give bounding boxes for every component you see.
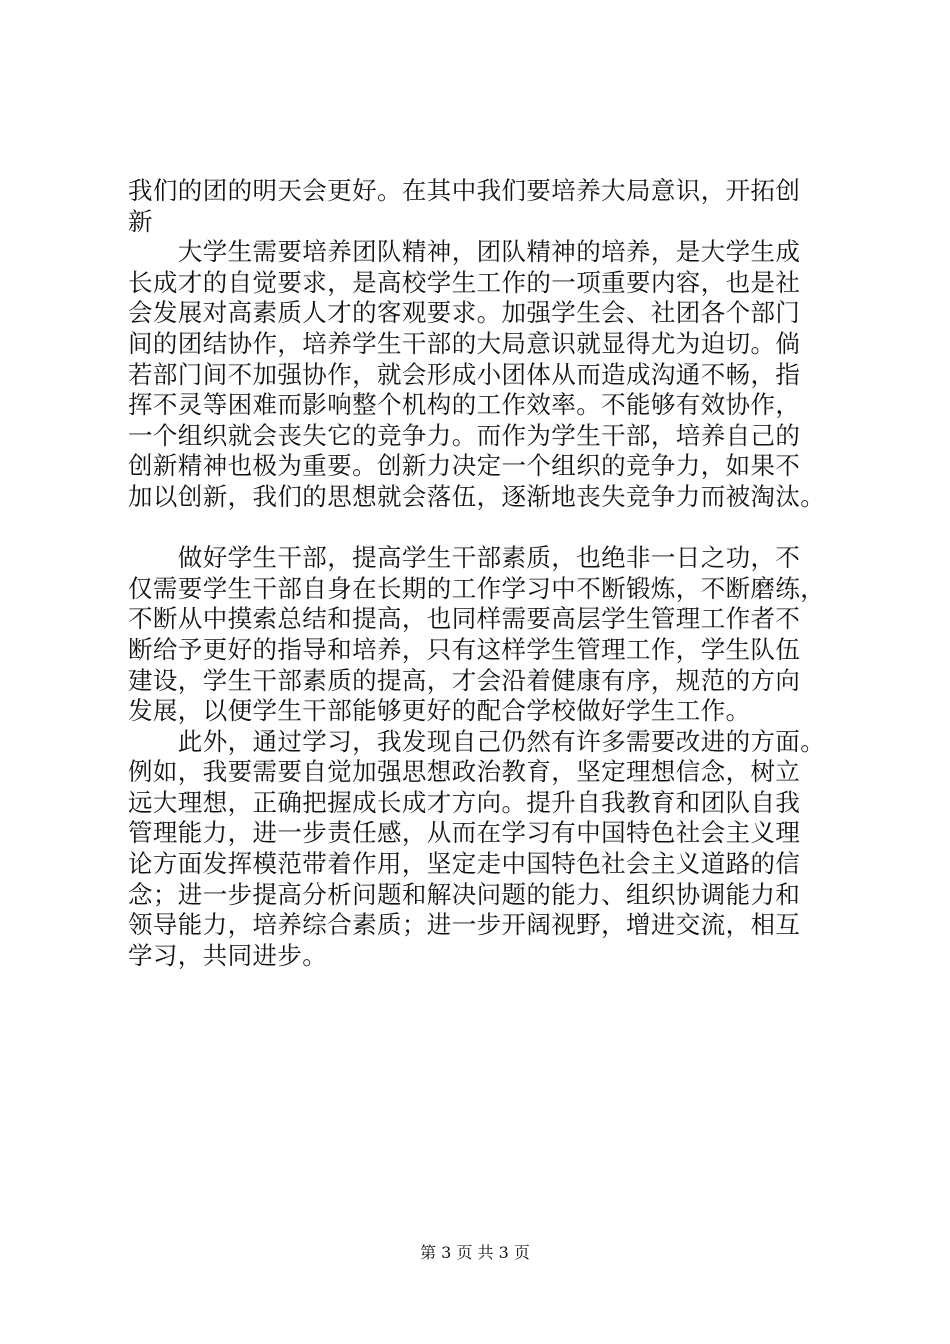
text-line: 远大理想，正确把握成长成才方向。提升自我教育和团队自我: [128, 787, 801, 817]
page-number-footer: 第 3 页 共 3 页: [420, 1243, 530, 1262]
text-line: 一个组织就会丧失它的竞争力。而作为学生干部，培养自己的: [128, 420, 801, 450]
text-line: 不断从中摸索总结和提高，也同样需要高层学生管理工作者不: [128, 604, 801, 634]
text-line: 长成才的自觉要求，是高校学生工作的一项重要内容，也是社: [128, 267, 801, 297]
text-line: 创新精神也极为重要。创新力决定一个组织的竞争力，如果不: [128, 451, 801, 481]
text-line: 发展，以便学生干部能够更好的配合学校做好学生工作。: [128, 696, 751, 726]
text-line: 仅需要学生干部自身在长期的工作学习中不断锻炼，不断磨练，: [128, 573, 826, 603]
text-line: 学习，共同进步。: [128, 940, 328, 970]
text-line: 会发展对高素质人才的客观要求。加强学生会、社团各个部门: [128, 298, 801, 328]
text-line: 我们的团的明天会更好。在其中我们要培养大局意识，开拓创: [128, 176, 801, 205]
text-line: 大学生需要培养团队精神，团队精神的培养，是大学生成: [128, 237, 801, 267]
text-line: 论方面发挥模范带着作用，坚定走中国特色社会主义道路的信: [128, 849, 801, 879]
text-line: 断给予更好的指导和培养，只有这样学生管理工作，学生队伍: [128, 634, 801, 664]
text-line: 例如，我要需要自觉加强思想政治教育，坚定理想信念，树立: [128, 757, 801, 787]
text-line: 做好学生干部，提高学生干部素质，也绝非一日之功，不: [128, 543, 801, 573]
text-line: 此外，通过学习，我发现自己仍然有许多需要改进的方面。: [128, 726, 826, 756]
text-line: 间的团结协作，培养学生干部的大局意识就显得尤为迫切。倘: [128, 328, 801, 358]
document-body: [128, 176, 834, 971]
text-line: 管理能力，进一步责任感，从而在学习有中国特色社会主义理: [128, 818, 801, 848]
paragraph-gap: [128, 513, 834, 544]
text-line: 若部门间不加强协作，就会形成小团体从而造成沟通不畅，指: [128, 359, 801, 389]
text-line: 新: [128, 206, 153, 236]
text-line: 建设，学生干部素质的提高，才会沿着健康有序，规范的方向: [128, 665, 801, 695]
text-line: 挥不灵等困难而影响整个机构的工作效率。不能够有效协作，: [128, 390, 801, 420]
text-line: 领导能力，培养综合素质；进一步开阔视野，增进交流，相互: [128, 910, 801, 940]
text-line: 加以创新，我们的思想就会落伍，逐渐地丧失竞争力而被淘汰。: [128, 481, 826, 511]
text-line: 念；进一步提高分析问题和解决问题的能力、组织协调能力和: [128, 879, 801, 909]
